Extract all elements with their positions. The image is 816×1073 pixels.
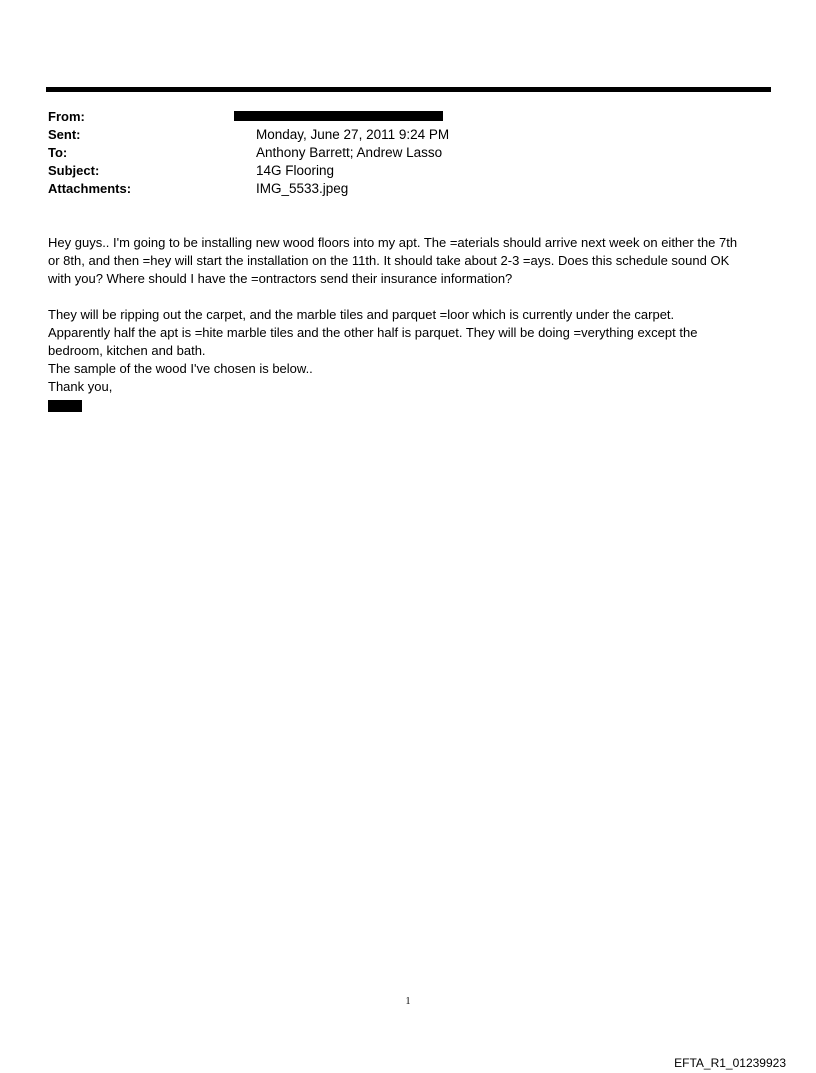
subject-label: Subject:: [48, 163, 100, 178]
attachments-label: Attachments:: [48, 181, 132, 196]
attachments-row: [48, 180, 768, 198]
page-number: 1: [405, 996, 411, 1007]
paragraph-schedule: [48, 234, 783, 288]
sent-value: Monday, June 27, 2011 9:24 PM: [256, 127, 450, 142]
subject-row: [48, 162, 768, 180]
from-row: [48, 108, 768, 126]
signature-redaction: [48, 400, 82, 412]
body-line: Hey guys.. I'm going to be installing new wood floors into my apt. The =aterials should arrive next week on either the 7th: [48, 235, 738, 250]
document-id: EFTA_R1_01239923: [674, 1056, 786, 1070]
body-line: bedroom, kitchen and bath.: [48, 343, 206, 358]
body-line: The sample of the wood I've chosen is below..: [48, 361, 313, 376]
email-header: [48, 108, 768, 198]
paragraph-spacer: [48, 288, 783, 306]
email-body: [48, 234, 783, 412]
sign-off: Thank you,: [48, 379, 113, 394]
body-line: Apparently half the apt is =hite marble tiles and the other half is parquet. They will be doing =verything except the: [48, 325, 698, 340]
to-value: Anthony Barrett; Andrew Lasso: [256, 145, 443, 160]
paragraph-details: [48, 306, 783, 412]
to-row: [48, 144, 768, 162]
body-line: or 8th, and then =hey will start the installation on the 11th. It should take about 2-3 =ays. Does this schedule sound OK: [48, 253, 730, 268]
sent-row: [48, 126, 768, 144]
body-line: They will be ripping out the carpet, and the marble tiles and parquet =loor which is currently under the carpet.: [48, 307, 675, 322]
sent-label: Sent:: [48, 127, 81, 142]
subject-value: 14G Flooring: [256, 163, 335, 178]
attachment-filename[interactable]: IMG_5533.jpeg: [256, 181, 349, 196]
to-label: To:: [48, 145, 68, 160]
body-line: with you? Where should I have the =ontractors send their insurance information?: [48, 271, 513, 286]
from-redaction: [234, 111, 443, 121]
header-divider: [46, 87, 771, 92]
from-label: From:: [48, 109, 85, 124]
